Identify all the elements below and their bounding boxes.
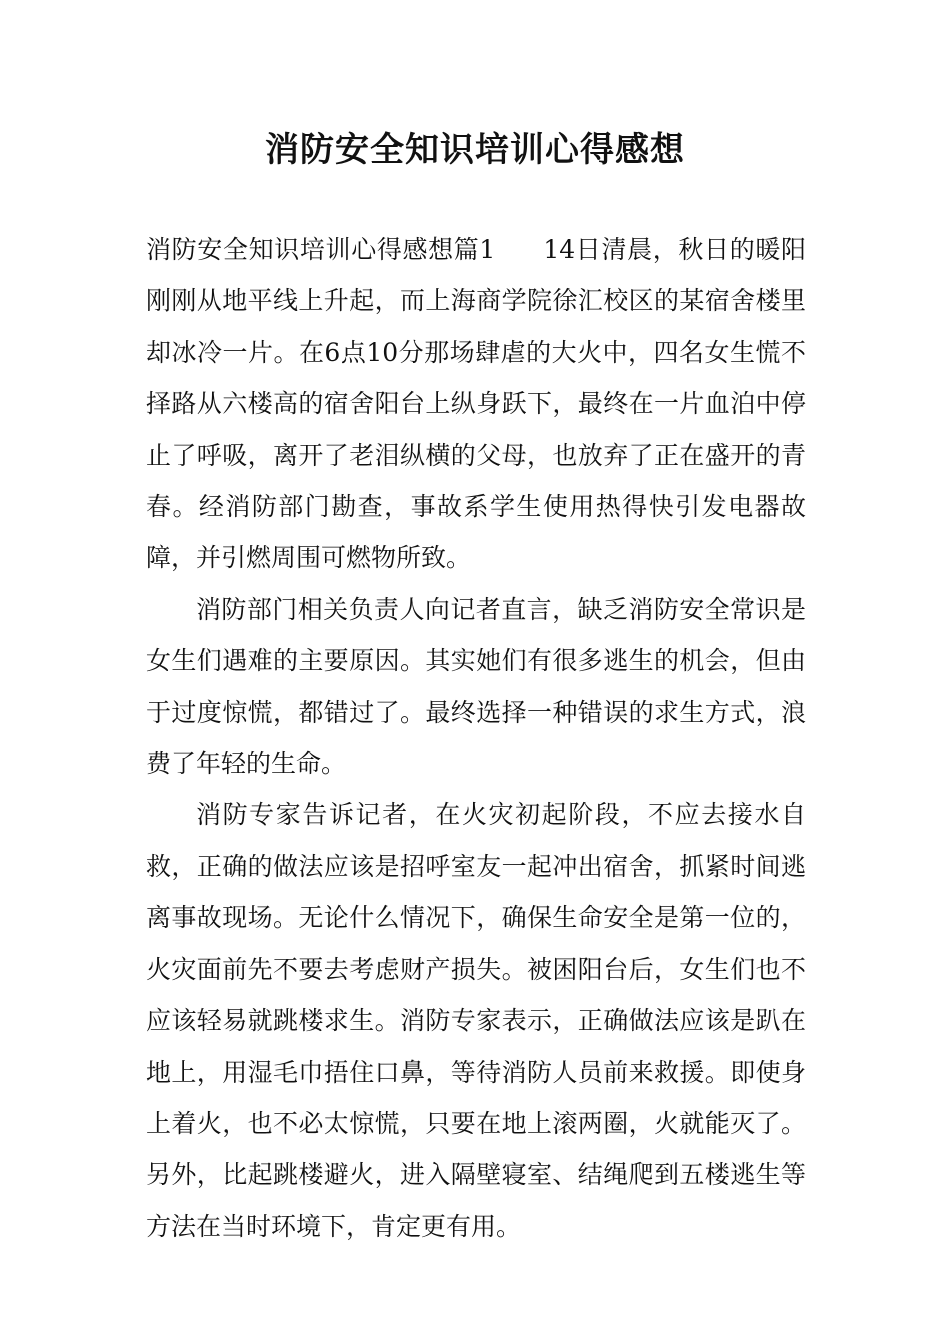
document-body bbox=[146, 224, 806, 1252]
paragraph-3: 消防专家告诉记者，在火灾初起阶段，不应去接水自救，正确的做法应该是招呼室友一起冲出宿舍，抓紧时间逃离事故现场。无论什么情况下，确保生命安全是第一位的，火灾面前先不要去考虑财产损失。被困阳台后，女生们也不应该轻易就跳楼求生。消防专家表示，正确做法应该是趴在地上，用湿毛巾捂住口鼻，等待消防人员前来救援。即使身上着火，也不必太惊慌，只要在地上滚两圈，火就能灭了。另外，比起跳楼避火，进入隔壁寝室、结绳爬到五楼逃生等方法在当时环境下，肯定更有用。 bbox=[146, 800, 806, 1241]
paragraph-2: 消防部门相关负责人向记者直言，缺乏消防安全常识是女生们遇难的主要原因。其实她们有很多逃生的机会，但由于过度惊慌，都错过了。最终选择一种错误的求生方式，浪费了年轻的生命。 bbox=[146, 594, 806, 779]
paragraph-1-text: 14日清晨，秋日的暖阳刚刚从地平线上升起，而上海商学院徐汇校区的某宿舍楼里却冰冷一片。在6点10分那场肆虐的大火中，四名女生慌不择路从六楼高的宿舍阳台上纵身跃下，最终在一片血泊中停止了呼吸，离开了老泪纵横的父母，也放弃了正在盛开的青春。经消防部门勘查，事故系学生使用热得快引发电器故障，并引燃周围可燃物所致。 bbox=[146, 235, 806, 573]
section-heading: 消防安全知识培训心得感想篇1 bbox=[146, 235, 496, 264]
document-title: 消防安全知识培训心得感想 bbox=[265, 130, 685, 170]
paragraph-1 bbox=[146, 224, 806, 584]
